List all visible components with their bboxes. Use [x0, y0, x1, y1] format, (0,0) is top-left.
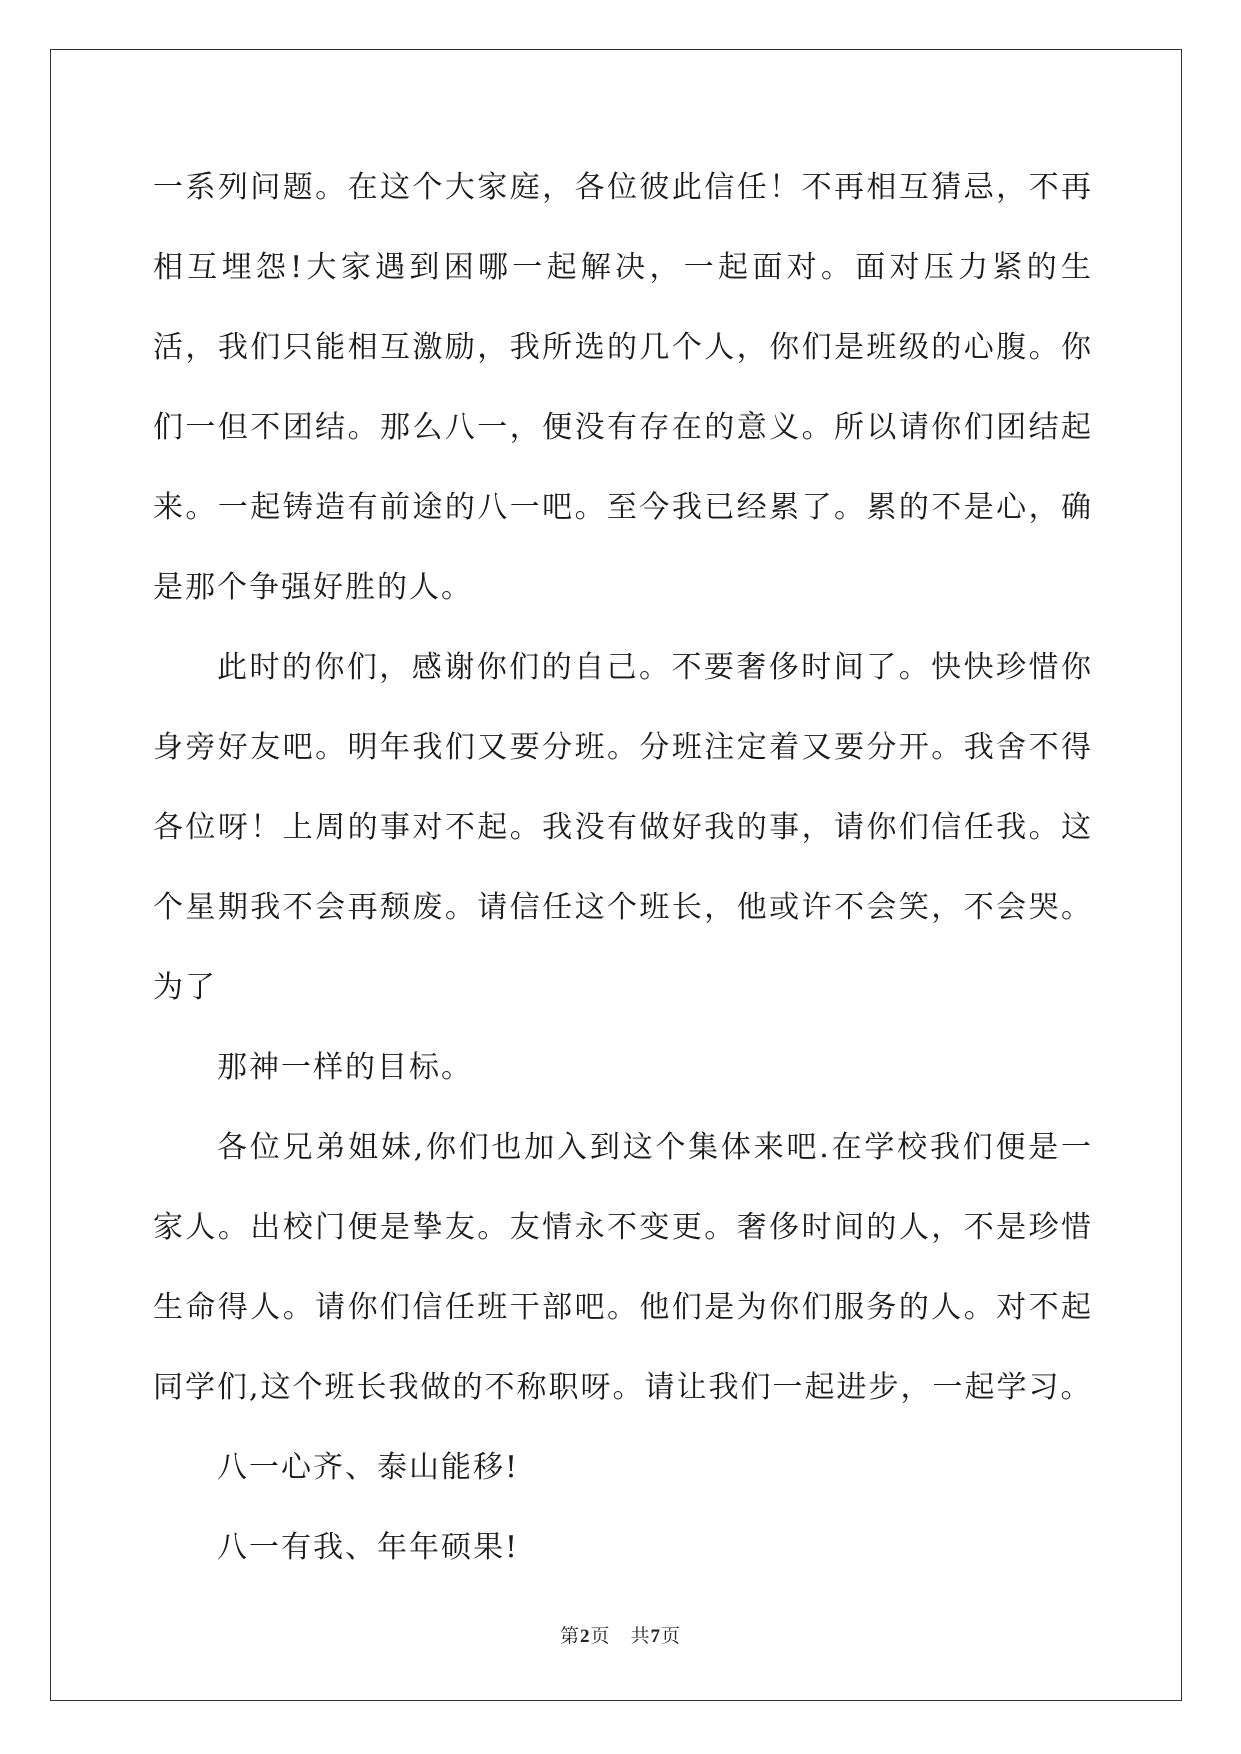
total-prefix: 共	[630, 1626, 651, 1647]
document-body	[153, 148, 1093, 1588]
current-page-number: 2	[579, 1626, 591, 1647]
paragraph-4: 各位兄弟姐妹,你们也加入到这个集体来吧.在学校我们便是一家人。出校门便是挚友。友情永不变更。奢侈时间的人，不是珍惜生命得人。请你们信任班干部吧。他们是为你们服务的人。对不起同学们,这个班长我做的不称职呀。请让我们一起进步，一起学习。	[153, 1130, 1093, 1405]
page-footer	[0, 1621, 1241, 1648]
page-suffix: 页	[590, 1626, 611, 1647]
page-prefix: 第	[559, 1626, 580, 1647]
total-suffix: 页	[661, 1626, 682, 1647]
paragraph-5: 八一心齐、泰山能移!	[217, 1450, 520, 1485]
total-page-number: 7	[650, 1626, 662, 1647]
paragraph-3: 那神一样的目标。	[217, 1050, 473, 1085]
paragraph-2: 此时的你们，感谢你们的自己。不要奢侈时间了。快快珍惜你身旁好友吧。明年我们又要分班。分班注定着又要分开。我舍不得各位呀！上周的事对不起。我没有做好我的事，请你们信任我。这个星期我不会再颓废。请信任这个班长，他或许不会笑，不会哭。为了	[153, 650, 1093, 1005]
paragraph-1: 一系列问题。在这个大家庭，各位彼此信任！不再相互猜忌，不再相互埋怨!大家遇到困哪一起解决，一起面对。面对压力紧的生活，我们只能相互激励，我所选的几个人，你们是班级的心腹。你们一但不团结。那么八一，便没有存在的意义。所以请你们团结起来。一起铸造有前途的八一吧。至今我已经累了。累的不是心，确是那个争强好胜的人。	[153, 170, 1093, 605]
paragraph-6: 八一有我、年年硕果!	[217, 1530, 520, 1565]
